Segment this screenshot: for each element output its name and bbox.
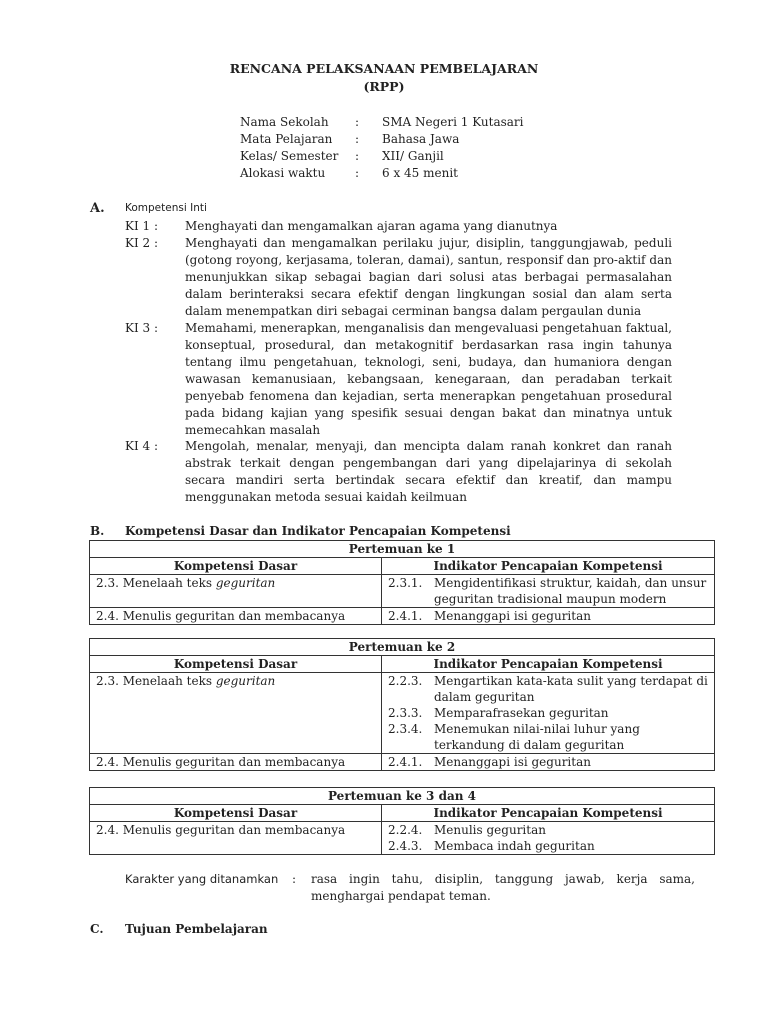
kd-text: Menulis geguritan dan membacanya bbox=[122, 755, 346, 769]
identity-label: Mata Pelajaran bbox=[240, 132, 333, 146]
indicator-text: Mengartikan kata-kata sulit yang terdapat di dalam geguritan bbox=[434, 674, 708, 704]
ki-label: KI 3 : bbox=[125, 321, 159, 335]
indicator-text: Menanggapi isi geguritan bbox=[434, 755, 591, 769]
kd-text: Menelaah teks bbox=[122, 674, 216, 688]
indicator-cell bbox=[382, 754, 715, 771]
table-row bbox=[90, 608, 715, 625]
kd-table-meeting-1 bbox=[89, 540, 715, 625]
karakter-value: rasa ingin tahu, disiplin, tanggung jawab, kerja sama, menghargai pendapat teman. bbox=[311, 872, 695, 903]
section-letter: C. bbox=[90, 922, 104, 936]
kd-number: 2.4. bbox=[96, 823, 119, 837]
indicator-item bbox=[388, 838, 708, 854]
indicator-item bbox=[388, 721, 708, 753]
section-letter: B. bbox=[90, 524, 105, 538]
identity-value: SMA Negeri 1 Kutasari bbox=[382, 115, 524, 129]
ki-text: Mengolah, menalar, menyaji, dan mencipta dalam ranah konkret dan ranah abstrak terkait dengan pengembangan dari yang dipelajarinya di sekolah secara mandiri serta bertindak secara efektif dan kreatif, dan mampu menggunakan metoda sesuai kaidah keilmuan bbox=[185, 439, 672, 504]
ki-text: Memahami, menerapkan, menganalisis dan mengevaluasi pengetahuan faktual, konseptual, prosedural, dan metakognitif berdasarkan rasa ingin tahunya tentang ilmu pengetahuan, teknologi, seni, budaya, dan humaniora dengan wawasan kemanusiaan, kebangsaan, kenegaraan, dan peradaban terkait penyebab fenomena dan kejadian, serta menerapkan pengetahuan prosedural pada bidang kajian yang spesifik sesuai dengan bakat dan minatnya untuk memecahkan masalah bbox=[185, 321, 672, 437]
indicator-cell bbox=[382, 673, 715, 754]
col-ipk-header: Indikator Pencapaian Kompetensi bbox=[382, 656, 715, 673]
kd-number: 2.3. bbox=[96, 674, 119, 688]
identity-colon: : bbox=[355, 149, 360, 163]
ki-label: KI 4 : bbox=[125, 439, 159, 453]
identity-colon: : bbox=[355, 115, 360, 129]
indicator-item bbox=[388, 705, 708, 721]
ki-label: KI 1 : bbox=[125, 219, 159, 233]
indicator-number: 2.3.1. bbox=[388, 576, 423, 590]
kd-table-meeting-2 bbox=[89, 638, 715, 771]
kd-text: Menulis geguritan dan membacanya bbox=[122, 609, 346, 623]
kd-text-italic: geguritan bbox=[215, 674, 276, 688]
kd-number: 2.4. bbox=[96, 755, 119, 769]
col-ipk-header: Indikator Pencapaian Kompetensi bbox=[382, 558, 715, 575]
kd-text: Menelaah teks bbox=[122, 576, 216, 590]
indicator-number: 2.4.3. bbox=[388, 839, 423, 853]
ki-text: Menghayati dan mengamalkan ajaran agama yang dianutnya bbox=[185, 219, 558, 233]
indicator-item bbox=[388, 822, 708, 838]
identity-colon: : bbox=[355, 132, 360, 146]
kd-table-meeting-3-4 bbox=[89, 787, 715, 855]
identity-value: 6 x 45 menit bbox=[382, 166, 458, 180]
meeting-title: Pertemuan ke 3 dan 4 bbox=[90, 788, 715, 805]
section-title: Tujuan Pembelajaran bbox=[125, 922, 268, 936]
section-title: Kompetensi Inti bbox=[125, 202, 207, 214]
kd-cell bbox=[90, 673, 382, 754]
indicator-item bbox=[388, 754, 708, 770]
identity-label: Nama Sekolah bbox=[240, 115, 329, 129]
kd-cell bbox=[90, 575, 382, 608]
meeting-title: Pertemuan ke 1 bbox=[90, 541, 715, 558]
indicator-item bbox=[388, 673, 708, 705]
indicator-item bbox=[388, 608, 708, 624]
indicator-item bbox=[388, 575, 708, 607]
indicator-text: Mengidentifikasi struktur, kaidah, dan unsur geguritan tradisional maupun modern bbox=[434, 576, 707, 606]
meeting-title: Pertemuan ke 2 bbox=[90, 639, 715, 656]
kd-number: 2.3. bbox=[96, 576, 119, 590]
karakter-colon: : bbox=[292, 872, 297, 886]
document-title: RENCANA PELAKSANAAN PEMBELAJARAN bbox=[229, 61, 539, 76]
indicator-cell bbox=[382, 575, 715, 608]
kd-text-italic: geguritan bbox=[215, 576, 276, 590]
indicator-number: 2.2.4. bbox=[388, 823, 423, 837]
identity-value: Bahasa Jawa bbox=[382, 132, 460, 146]
section-title: Kompetensi Dasar dan Indikator Pencapaian Kompetensi bbox=[125, 524, 511, 538]
indicator-number: 2.4.1. bbox=[388, 755, 423, 769]
identity-label: Kelas/ Semester bbox=[240, 149, 339, 163]
indicator-number: 2.3.4. bbox=[388, 722, 423, 736]
kd-cell bbox=[90, 754, 382, 771]
col-kd-header: Kompetensi Dasar bbox=[90, 558, 382, 575]
kd-text: Menulis geguritan dan membacanya bbox=[122, 823, 346, 837]
karakter-label: Karakter yang ditanamkan bbox=[125, 872, 279, 886]
col-kd-header: Kompetensi Dasar bbox=[90, 656, 382, 673]
ki-label: KI 2 : bbox=[125, 236, 159, 250]
indicator-text: Membaca indah geguritan bbox=[434, 839, 595, 853]
kd-cell bbox=[90, 608, 382, 625]
identity-colon: : bbox=[355, 166, 360, 180]
table-row bbox=[90, 754, 715, 771]
table-row bbox=[90, 673, 715, 754]
col-kd-header: Kompetensi Dasar bbox=[90, 805, 382, 822]
indicator-number: 2.2.3. bbox=[388, 674, 423, 688]
indicator-cell bbox=[382, 608, 715, 625]
identity-label: Alokasi waktu bbox=[240, 166, 326, 180]
indicator-text: Menulis geguritan bbox=[434, 823, 546, 837]
table-row bbox=[90, 575, 715, 608]
indicator-number: 2.3.3. bbox=[388, 706, 423, 720]
indicator-number: 2.4.1. bbox=[388, 609, 423, 623]
table-row bbox=[90, 822, 715, 855]
section-letter: A. bbox=[90, 201, 105, 216]
col-ipk-header: Indikator Pencapaian Kompetensi bbox=[382, 805, 715, 822]
document-subtitle: (RPP) bbox=[363, 79, 405, 94]
indicator-text: Menemukan nilai-nilai luhur yang terkandung di dalam geguritan bbox=[434, 722, 640, 752]
kd-number: 2.4. bbox=[96, 609, 119, 623]
ki-text: Menghayati dan mengamalkan perilaku jujur, disiplin, tanggungjawab, peduli (gotong royong, kerjasama, toleran, damai), santun, responsif dan pro-aktif dan menunjukkan sikap sebagai bagian dari solusi atas berbagai permasalahan dalam berinteraksi secara efektif dengan lingkungan sosial dan alam serta dalam menempatkan diri sebagai cerminan bangsa dalam pergaulan dunia bbox=[185, 236, 672, 318]
indicator-cell bbox=[382, 822, 715, 855]
kd-cell bbox=[90, 822, 382, 855]
indicator-text: Menanggapi isi geguritan bbox=[434, 609, 591, 623]
indicator-text: Memparafrasekan geguritan bbox=[434, 706, 609, 720]
identity-value: XII/ Ganjil bbox=[382, 149, 444, 163]
